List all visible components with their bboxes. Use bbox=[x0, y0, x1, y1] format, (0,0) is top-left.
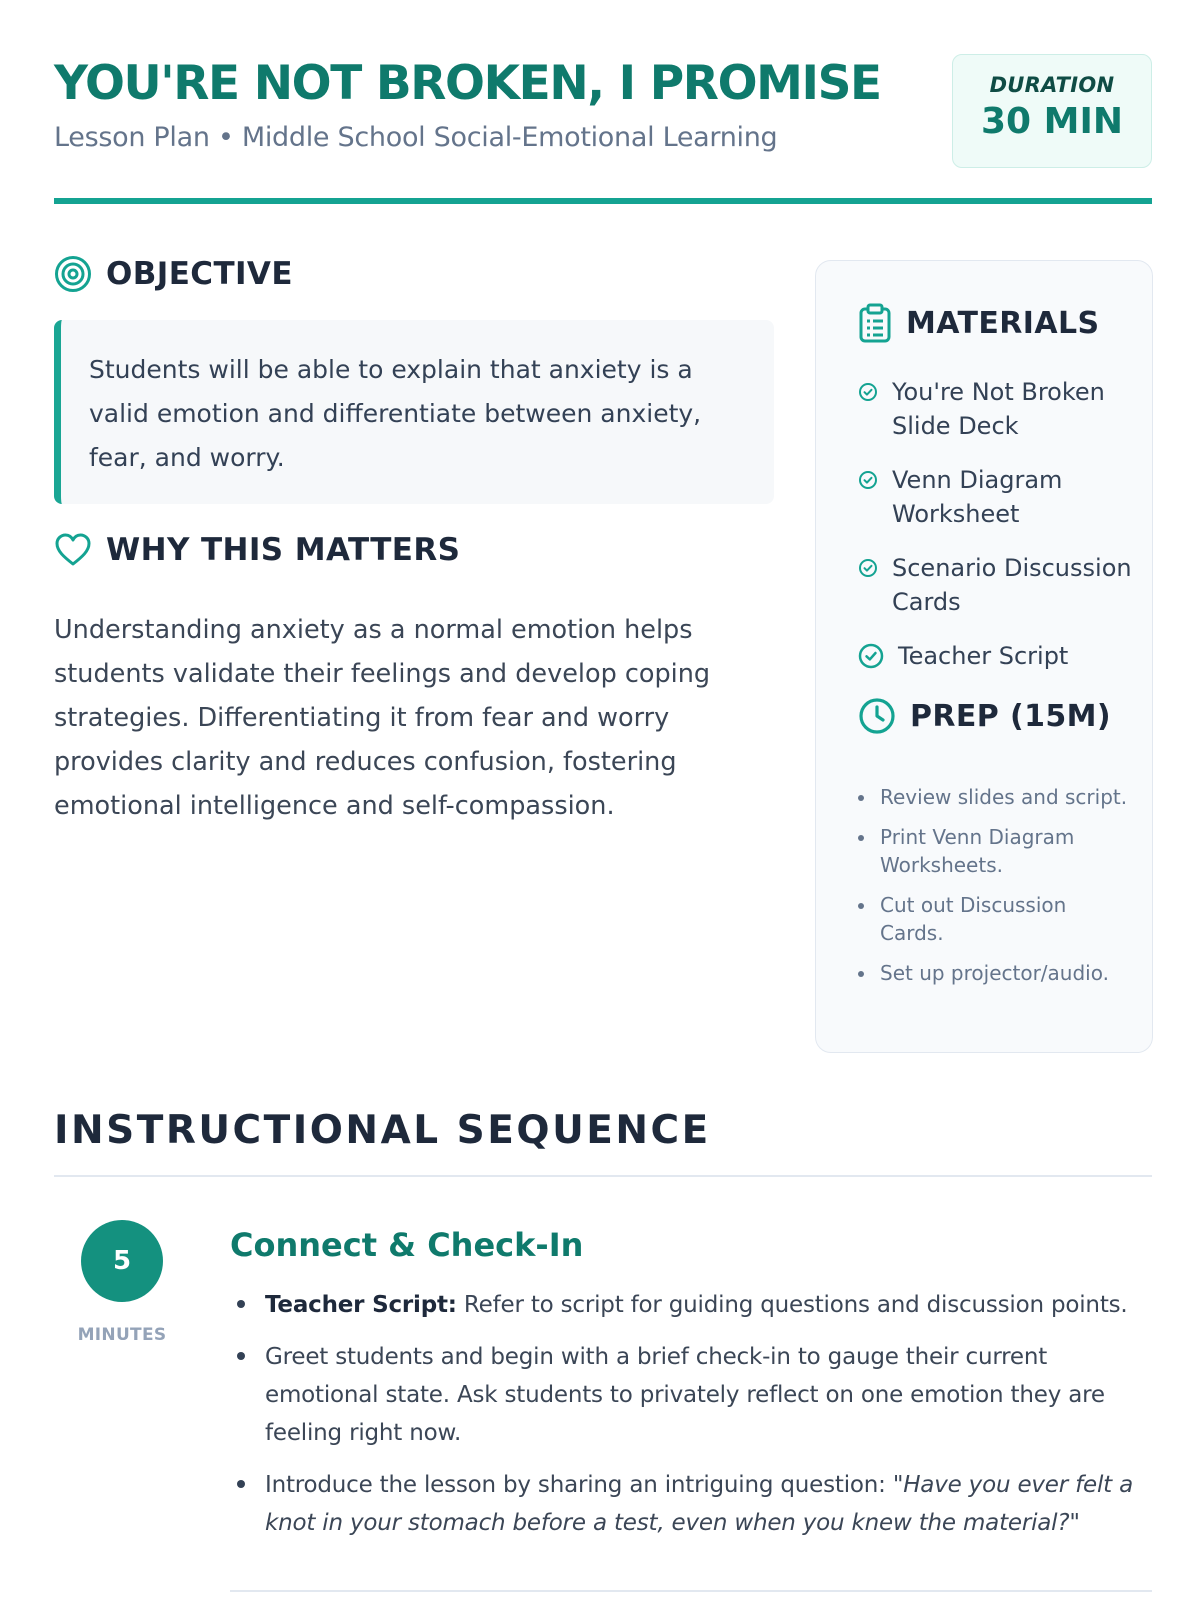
check-circle-icon bbox=[858, 382, 878, 402]
list-item bbox=[230, 1466, 1155, 1542]
bullet bbox=[237, 1300, 245, 1308]
materials-list bbox=[858, 375, 1138, 693]
list-item bbox=[858, 823, 1128, 879]
prep-step: Set up projector/audio. bbox=[880, 961, 1109, 985]
step-minutes: 5 bbox=[112, 1246, 132, 1276]
step-divider bbox=[230, 1590, 1152, 1592]
list-item bbox=[858, 463, 1138, 531]
clipboard-icon bbox=[858, 303, 892, 343]
clock-icon bbox=[858, 697, 896, 735]
list-item bbox=[858, 375, 1138, 443]
materials-sidebar bbox=[815, 260, 1153, 1053]
prep-list bbox=[858, 783, 1128, 999]
material-label: Teacher Script bbox=[898, 642, 1069, 670]
list-item bbox=[858, 639, 1138, 673]
check-circle-icon bbox=[858, 470, 878, 490]
sequence-heading: INSTRUCTIONAL SEQUENCE bbox=[54, 1108, 711, 1153]
bullet bbox=[237, 1352, 245, 1360]
why-heading bbox=[54, 532, 460, 568]
duration-value: 30 MIN bbox=[981, 101, 1123, 142]
check-circle-icon bbox=[858, 558, 878, 578]
step-minutes-badge bbox=[81, 1220, 163, 1302]
bullet bbox=[858, 903, 864, 909]
page-title: YOU'RE NOT BROKEN, I PROMISE bbox=[54, 56, 881, 111]
target-icon bbox=[54, 255, 92, 293]
list-item bbox=[230, 1286, 1155, 1324]
list-item bbox=[858, 891, 1128, 947]
duration-label: DURATION bbox=[989, 73, 1115, 97]
objective-text: Students will be able to explain that anxiety is a valid emotion and differentiate between anxiety, fear, and worry. bbox=[89, 355, 702, 472]
check-circle-icon bbox=[858, 643, 884, 669]
prep-heading bbox=[858, 697, 1111, 735]
header bbox=[54, 52, 1152, 202]
script-text: Refer to script for guiding questions and discussion points. bbox=[463, 1292, 1128, 1318]
bullet bbox=[237, 1480, 245, 1488]
intro-text: Introduce the lesson by sharing an intriguing question: bbox=[265, 1472, 886, 1498]
prep-step: Print Venn Diagram Worksheets. bbox=[880, 825, 1075, 877]
materials-heading bbox=[858, 303, 1100, 343]
step-list bbox=[230, 1286, 1155, 1556]
bullet bbox=[858, 795, 864, 801]
list-item bbox=[858, 783, 1128, 811]
step-minutes-unit: MINUTES bbox=[77, 1325, 167, 1345]
step-bullet-intro bbox=[265, 1466, 1155, 1542]
intro-quote: "Have you ever felt a knot in your stomach before a test, even when you knew the material?" bbox=[265, 1472, 1133, 1536]
step-title: Connect & Check-In bbox=[230, 1226, 584, 1264]
prep-step: Review slides and script. bbox=[880, 785, 1128, 809]
objective-card bbox=[54, 320, 774, 504]
objective-heading-label: OBJECTIVE bbox=[106, 256, 293, 292]
why-text: Understanding anxiety as a normal emotion helps students validate their feelings and develop coping strategies. Differentiating it from fear and worry provides clarity and reduces confusion, fostering emotional intelligence and self-compassion. bbox=[54, 615, 711, 821]
list-item bbox=[230, 1338, 1155, 1452]
heart-icon bbox=[54, 532, 92, 568]
material-label: Scenario Discussion Cards bbox=[892, 554, 1132, 616]
prep-step: Cut out Discussion Cards. bbox=[880, 893, 1067, 945]
bullet bbox=[858, 971, 864, 977]
material-label: Venn Diagram Worksheet bbox=[892, 466, 1063, 528]
material-label: You're Not Broken Slide Deck bbox=[892, 378, 1105, 440]
list-item bbox=[858, 959, 1128, 987]
why-heading-label: WHY THIS MATTERS bbox=[106, 532, 461, 568]
objective-heading bbox=[54, 255, 293, 293]
step-bullet-checkin: Greet students and begin with a brief check-in to gauge their current emotional state. Ask students to privately reflect on one emotion they are feeling right now. bbox=[265, 1344, 1105, 1446]
duration-badge bbox=[952, 54, 1152, 168]
script-label: Teacher Script: bbox=[265, 1292, 457, 1318]
step-bullet-script bbox=[265, 1286, 1128, 1324]
materials-heading-label: MATERIALS bbox=[906, 305, 1100, 341]
page-subtitle: Lesson Plan • Middle School Social-Emotional Learning bbox=[54, 122, 778, 153]
bullet bbox=[858, 835, 864, 841]
sequence-divider bbox=[54, 1175, 1152, 1177]
prep-heading-label: PREP (15M) bbox=[910, 698, 1112, 734]
list-item bbox=[858, 551, 1138, 619]
header-divider bbox=[54, 198, 1152, 204]
